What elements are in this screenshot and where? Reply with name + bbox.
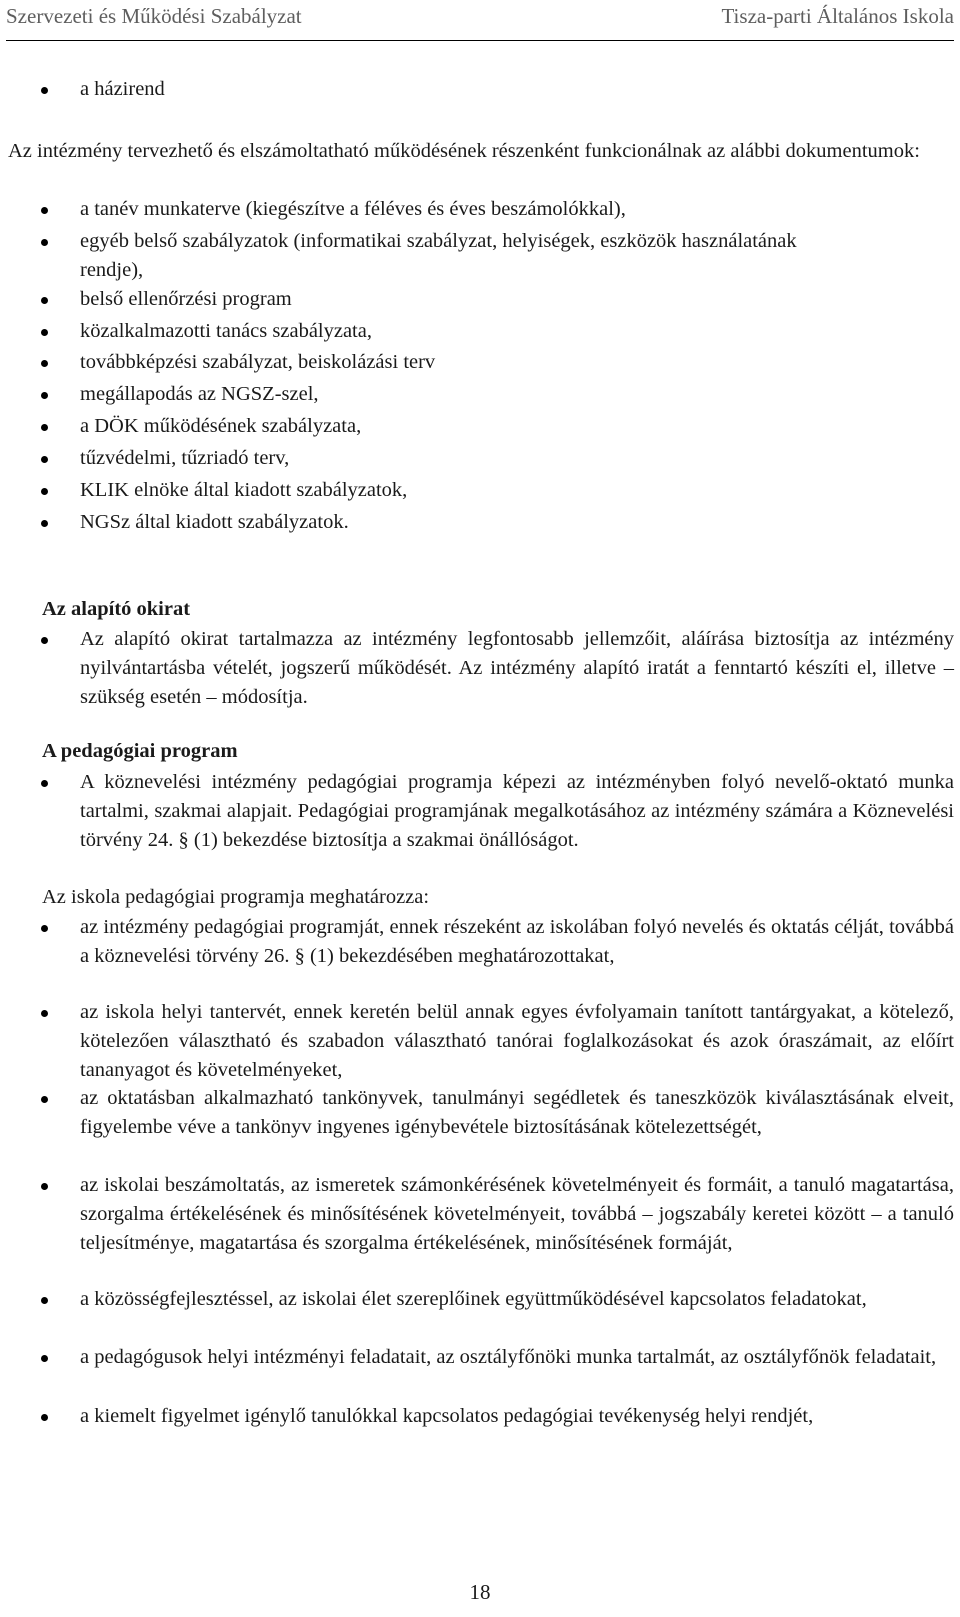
bullet-icon: [41, 1183, 48, 1190]
header-document-title: Szervezeti és Működési Szabályzat: [6, 4, 302, 28]
bullet-icon: [41, 637, 48, 644]
bullet-icon: [41, 87, 48, 94]
bullet-icon: [41, 392, 48, 399]
intro-paragraph: Az intézmény tervezhető és elszámoltatható működésének részenként funkcionálnak az alábbi dokumentumok:: [8, 140, 920, 162]
bullet-icon: [41, 207, 48, 214]
program-defines-intro: Az iskola pedagógiai programja meghatározza:: [42, 886, 430, 908]
bullet-icon: [41, 239, 48, 246]
header-school-name: Tisza-parti Általános Iskola: [721, 4, 954, 28]
bullet-icon: [41, 424, 48, 431]
bullet-icon: [41, 1096, 48, 1103]
page-header: [6, 0, 954, 41]
section-heading-pedagogical-program: A pedagógiai program: [42, 740, 238, 762]
bullet-icon: [41, 1010, 48, 1017]
bullet-icon: [41, 456, 48, 463]
bullet-icon: [41, 360, 48, 367]
section-heading-founding-charter: Az alapító okirat: [42, 598, 191, 620]
bullet-icon: [41, 488, 48, 495]
bullet-icon: [41, 329, 48, 336]
bullet-icon: [41, 1355, 48, 1362]
bullet-icon: [41, 1297, 48, 1304]
bullet-icon: [41, 780, 48, 787]
bullet-icon: [41, 1414, 48, 1421]
bullet-icon: [41, 925, 48, 932]
page-number: 18: [469, 1580, 491, 1604]
bullet-icon: [41, 520, 48, 527]
bullet-icon: [41, 297, 48, 304]
